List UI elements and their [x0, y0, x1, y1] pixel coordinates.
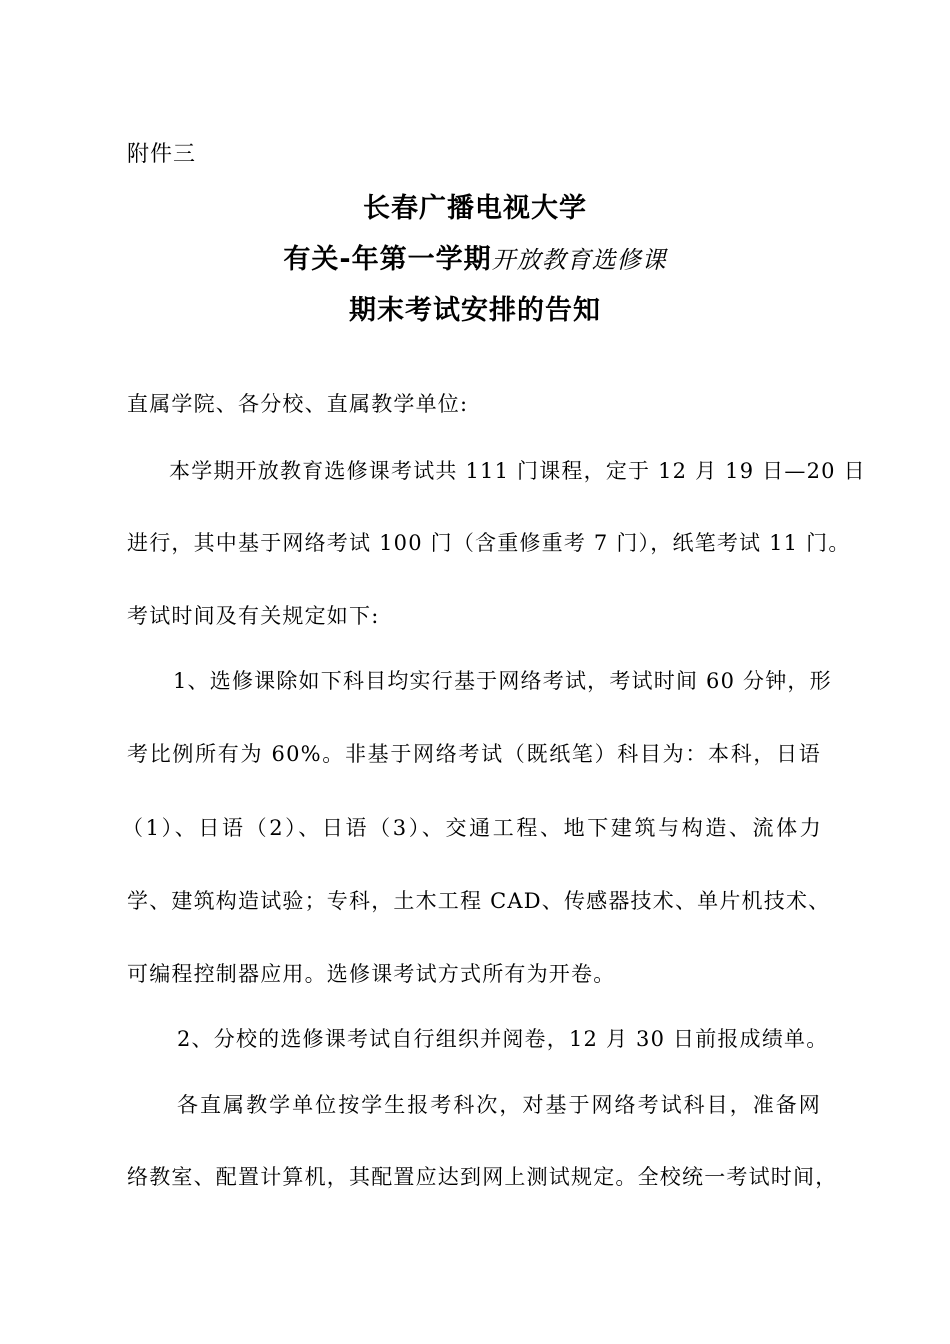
body-line: 本学期开放教育选修课考试共 111 门课程，定于 12 月 19 日—20 日 — [169, 459, 866, 483]
body-line: 1、选修课除如下科目均实行基于网络考试，考试时间 60 分钟，形 — [173, 669, 832, 693]
body-line: 络教室、配置计算机，其配置应达到网上测试规定。全校统一考试时间， — [127, 1165, 838, 1189]
body-line: 学、建筑构造试验；专科，土木工程 CAD、传感器技术、单片机技术、 — [127, 889, 831, 913]
body-line: 进行，其中基于网络考试 100 门（含重修重考 7 门），纸笔考试 11 门。 — [127, 531, 851, 555]
title-line-2 — [0, 237, 950, 276]
title-line-2-suffix: 开放教育选修课 — [491, 246, 667, 274]
body-line: 各直属教学单位按学生报考科次，对基于网络考试科目，准备网 — [177, 1093, 821, 1117]
salutation: 直属学院、各分校、直属教学单位: — [127, 392, 469, 416]
body-line: 考比例所有为 60%。非基于网络考试（既纸笔）科目为：本科，日语 — [127, 742, 821, 766]
body-line: （1）、日语（2）、日语（3）、交通工程、地下建筑与构造、流体力 — [122, 816, 822, 840]
body-line: 可编程控制器应用。选修课考试方式所有为开卷。 — [127, 962, 616, 986]
body-line: 考试时间及有关规定如下: — [127, 604, 380, 628]
attachment-label: 附件三 — [127, 142, 197, 167]
title-line-2-main: 有关-年第一学期 — [283, 244, 492, 275]
title-line-1: 长春广播电视大学 — [363, 193, 587, 224]
body-line: 2、分校的选修课考试自行组织并阅卷，12 月 30 日前报成绩单。 — [177, 1027, 829, 1051]
title-line-3: 期末考试安排的告知 — [349, 295, 601, 326]
